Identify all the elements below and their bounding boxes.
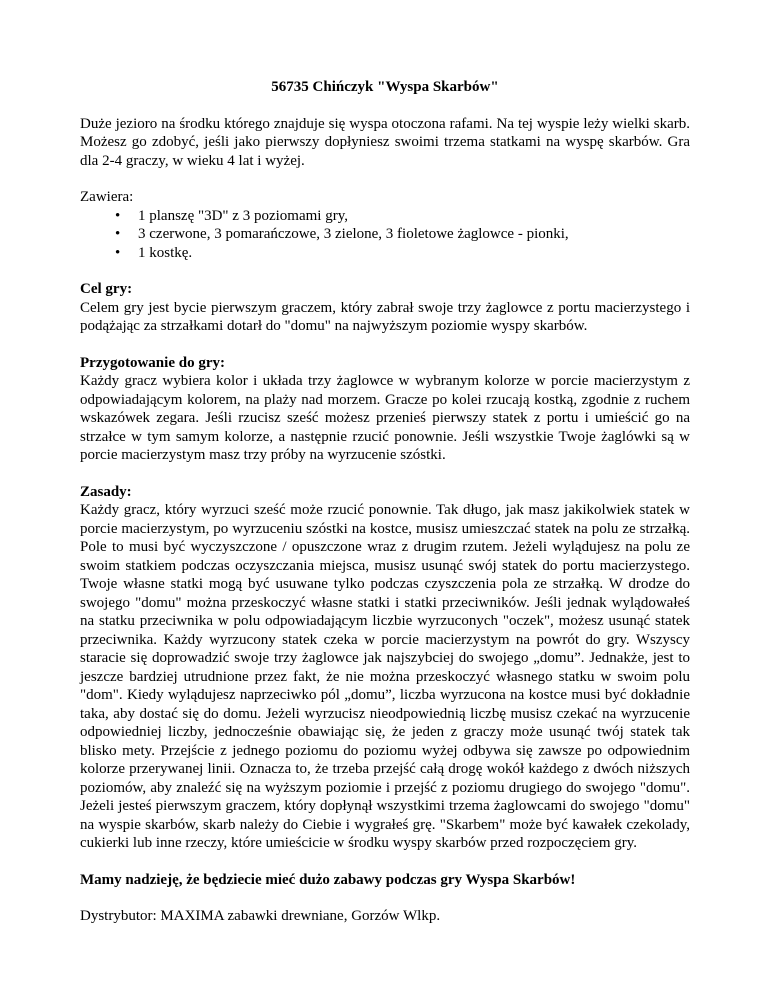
- setup-heading: Przygotowanie do gry:: [80, 354, 225, 371]
- bullet-icon: •: [115, 226, 121, 242]
- list-item: [115, 207, 690, 226]
- closing-line: Mamy nadzieję, że będziecie mieć dużo zabawy podczas gry Wyspa Skarbów!: [80, 871, 576, 888]
- intro-paragraph: Duże jezioro na środku którego znajduje się wyspa otoczona rafami. Na tej wyspie leży wielki skarb. Możesz go zdobyć, jeśli jako pierwszy dopłyniesz swoimi trzema statkami na wyspę skarbów. Gra dla 2-4 graczy, w wieku 4 lat i wyżej.: [80, 115, 690, 169]
- bullet-icon: •: [115, 244, 121, 261]
- rules-section: [80, 483, 690, 853]
- list-item-text: 1 kostkę.: [138, 244, 193, 261]
- distributor-line: Dystrybutor: MAXIMA zabawki drewniane, Gorzów Wlkp.: [80, 908, 441, 924]
- contents-section: [80, 188, 690, 207]
- list-item-text: 3 czerwone, 3 pomarańczowe, 3 zielone, 3 fioletowe żaglowce - pionki,: [138, 226, 569, 242]
- bullet-icon: •: [115, 207, 121, 224]
- setup-section: [80, 354, 690, 465]
- setup-text: Każdy gracz wybiera kolor i układa trzy żaglowce w wybranym kolorze w porcie macierzystym z odpowiadającym kolorem, na plaży nad morzem. Gracze po kolei rzucają kostką, zgodnie z ruchem wskazówek zegara. Jeśli rzucisz sześć możesz przenieś pierwszy statek z portu i umieścić go na strzałce w tym samym kolorze, a następnie rzucić ponownie. Jeśli wszystkie Twoje żaglówki są w porcie macierzystym masz trzy próby na wyrzucenie szóstki.: [80, 373, 690, 463]
- rules-text: Każdy gracz, który wyrzuci sześć może rzucić ponownie. Tak długo, jak masz jakikolwiek statek w porcie macierzystym, po wyrzuceniu szóstki na kostce, musisz umieszczać statek na polu ze strzałką. Pole to musi być wyczyszczone / opuszczone wraz z drugim rzutem. Jeżeli wylądujesz na polu ze swoim statkiem podczas oczyszczania miejsca, musisz usunąć swój statek do portu macierzystego. Twoje własne statki mogą być usuwane tylko podczas czyszczenia pola ze strzałką. W drodze do swojego "domu" można przeskoczyć własne statki i statki przeciwników. Jeśli jednak wylądowałeś na statku przeciwnika w polu odpowiadającym liczbie wyrzuconych "oczek", możesz usunąć statek przeciwnika. Każdy wyrzucony statek czeka w porcie macierzystym na powrót do gry. Wszyscy staracie się doprowadzić swoje trzy żaglowce jak najszybciej do swojego „domu”. Jednakże, jest to jeszcze bardziej utrudnione przez fakt, że nie można przeskoczyć własnego statku w swoim polu "dom". Kiedy wylądujesz naprzeciwko pól „domu”, liczba wyrzucona na kostce musi być dokładnie taka, aby dostać się do domu. Jeżeli wyrzucisz nieodpowiednią liczbę musisz czekać na wyrzucenie odpowiedniej liczby, jednocześnie obawiając się, że jeden z graczy może usunąć twój statek tak blisko mety. Przejście z jednego poziomu do poziomu wyżej odbywa się zawsze po odpowiednim kolorze przerywanej linii. Oznacza to, że trzeba przejść całą drogę wokół każdego z dwóch niższych poziomów, aby znaleźć się na wyższym poziomie i przejść z poziomu drugiego do swojego "domu". Jeżeli jesteś pierwszym graczem, który dopłynął wszystkimi trzema żaglowcami do swojego "domu" na wyspie skarbów, skarb należy do Ciebie i wygrałeś grę. "Skarbem" może być kawałek czekolady, cukierki lub inne rzeczy, które umieścicie w środku wyspy skarbów przed rozpoczęciem gry.: [80, 502, 690, 851]
- list-item: [115, 225, 690, 244]
- goal-heading: Cel gry:: [80, 281, 133, 297]
- document-title: 56735 Chińczyk "Wyspa Skarbów": [271, 79, 499, 95]
- list-item: [115, 244, 690, 263]
- rules-heading: Zasady:: [80, 483, 132, 500]
- list-item-text: 1 planszę "3D" z 3 poziomami gry,: [138, 207, 348, 224]
- contents-label: Zawiera:: [80, 189, 134, 205]
- contents-list: [80, 207, 690, 263]
- goal-text: Celem gry jest bycie pierwszym graczem, który zabrał swoje trzy żaglowce z portu macierzystego i podążając za strzałkami dotarł do "domu" na najwyższym poziomie wyspy skarbów.: [80, 299, 690, 334]
- document-page: [80, 78, 690, 944]
- goal-section: [80, 280, 690, 336]
